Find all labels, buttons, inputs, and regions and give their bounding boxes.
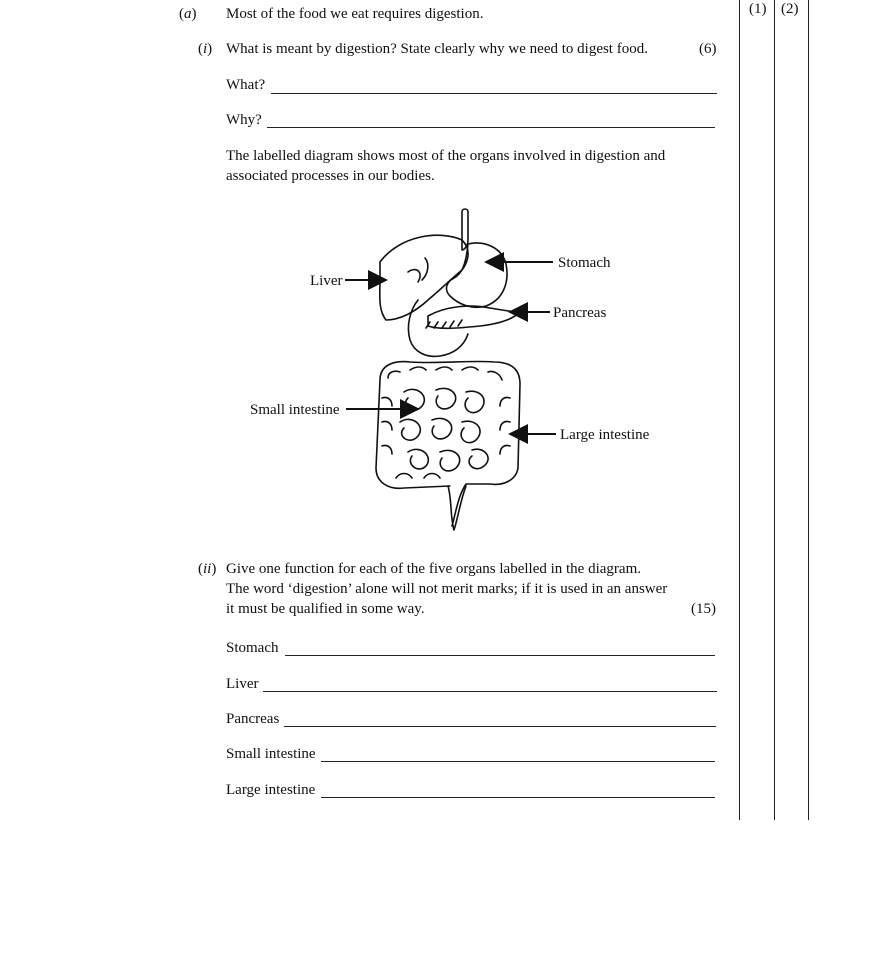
answer-label-liver: Liver <box>226 676 259 692</box>
large-intestine-label: Large intestine <box>560 427 650 443</box>
answer-line-pancreas[interactable] <box>284 726 716 727</box>
question-ii-line-2: The word ‘digestion’ alone will not merit marks; if it is used in an answer <box>226 581 668 597</box>
margin-rule-right <box>808 0 809 820</box>
margin-column-1-header: (1) <box>749 1 767 17</box>
why-label: Why? <box>226 112 262 128</box>
question-ii-label-close: ) <box>211 561 217 577</box>
part-a-label <box>179 6 197 23</box>
small-intestine-label: Small intestine <box>250 402 340 418</box>
question-ii-line-3: it must be qualified in some way. <box>226 601 425 617</box>
stomach-label: Stomach <box>558 255 611 271</box>
answer-line-stomach[interactable] <box>285 655 715 656</box>
question-i-label-num: i <box>203 41 208 57</box>
question-i-label-close: ) <box>207 41 213 57</box>
question-ii-marks: (15) <box>691 601 716 617</box>
liver-label: Liver <box>310 273 343 289</box>
part-a-label-letter: a <box>184 6 192 22</box>
part-a-label-open: ( <box>179 6 184 22</box>
question-i-label <box>198 41 212 58</box>
question-i-label-open: ( <box>198 41 203 57</box>
pancreas-label: Pancreas <box>553 305 607 321</box>
answer-line-large-intestine[interactable] <box>321 797 715 798</box>
what-label: What? <box>226 77 266 93</box>
answer-label-small-intestine: Small intestine <box>226 746 316 762</box>
diagram-intro-line-2: associated processes in our bodies. <box>226 168 435 184</box>
part-a-text: Most of the food we eat requires digestion. <box>226 6 484 22</box>
question-i-marks: (6) <box>699 41 717 57</box>
diagram-intro-line-1: The labelled diagram shows most of the organs involved in digestion and <box>226 148 666 164</box>
answer-line-small-intestine[interactable] <box>321 761 715 762</box>
large-intestine-shape <box>376 361 520 526</box>
question-ii-label <box>198 561 216 578</box>
digestive-system-diagram <box>240 200 670 535</box>
answer-label-large-intestine: Large intestine <box>226 782 316 798</box>
margin-column-2-header: (2) <box>781 1 799 17</box>
answer-line-liver[interactable] <box>263 691 717 692</box>
organs-illustration <box>376 209 520 530</box>
label-arrows <box>345 262 556 434</box>
question-ii-label-num: ii <box>203 561 212 577</box>
pancreas-shape <box>428 306 520 328</box>
question-i-text: What is meant by digestion? State clearly why we need to digest food. <box>226 41 648 57</box>
small-intestine-shape <box>400 388 488 471</box>
answer-label-stomach: Stomach <box>226 640 279 656</box>
answer-label-pancreas: Pancreas <box>226 711 280 727</box>
why-answer-line[interactable] <box>267 127 715 128</box>
margin-rule-left <box>739 0 740 820</box>
question-ii-line-1: Give one function for each of the five organs labelled in the diagram. <box>226 561 641 577</box>
question-ii-label-open: ( <box>198 561 203 577</box>
what-answer-line[interactable] <box>271 93 717 94</box>
margin-rule-middle <box>774 0 775 820</box>
part-a-label-close: ) <box>191 6 197 22</box>
